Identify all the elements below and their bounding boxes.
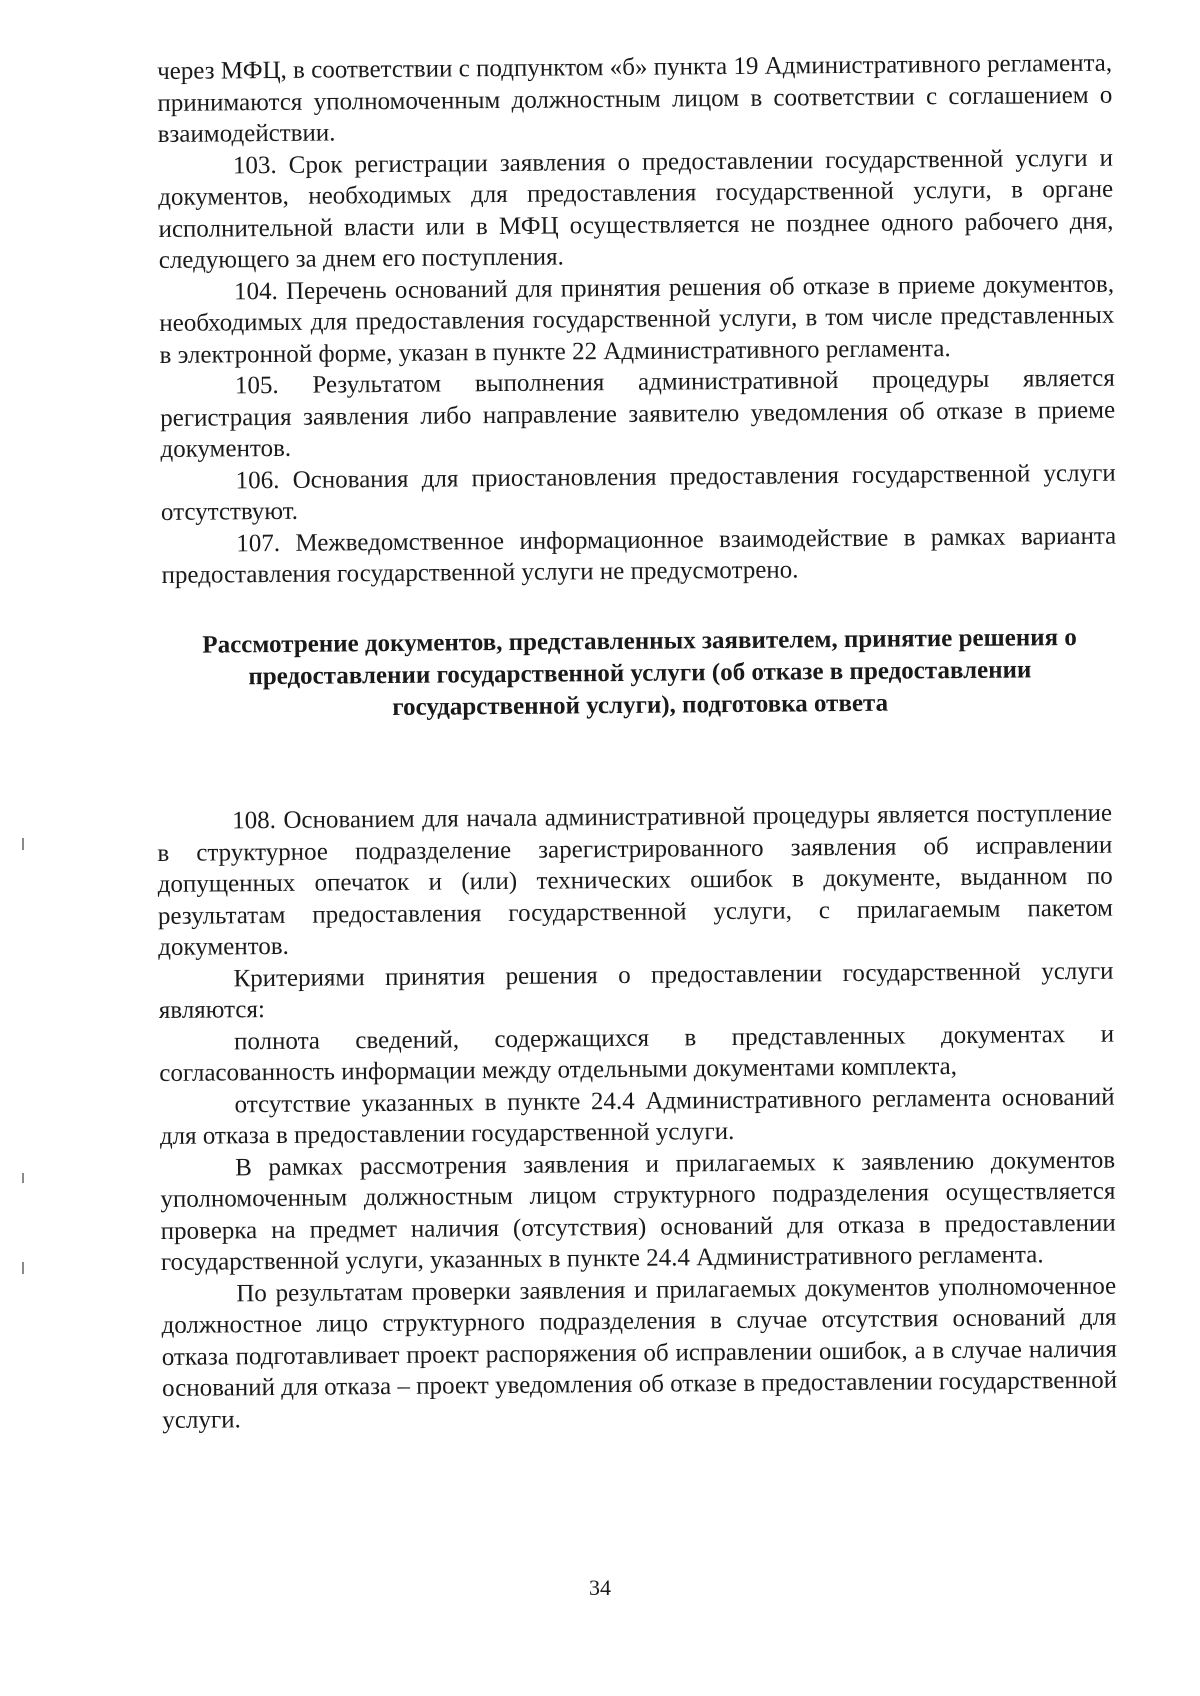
paragraph-107: 107. Межведомственное информационное взаимодействие в рамках варианта предоставления государственной услуги не предусмотрено. [161,522,1117,589]
paragraph-review: В рамках рассмотрения заявления и прилагаемых к заявлению документов уполномоченным должностным лицом структурного подразделения осуществляется проверка на предмет наличия (отсутствия) оснований для отказа в предоставлении государственной услуги, указанных в пункте 24.4 Административного регламента. [160,1146,1116,1276]
scan-margin-mark [22,1173,24,1183]
paragraph-criteria-absence: отсутствие указанных в пункте 24.4 Административного регламента оснований для отказа в предоставлении государственной услуги. [159,1083,1115,1150]
paragraph-106: 106. Основания для приостановления предоставления государственной услуги отсутствуют. [160,459,1116,526]
scan-margin-mark [22,1262,24,1274]
text-block-top [157,48,1118,772]
paragraph-103: 103. Срок регистрации заявления о предоставлении государственной услуги и документов, необходимых для предоставления государственной услуги, в органе исполнительной власти или в МФЦ осуществляется не позднее одного рабочего дня, следующего за днем его поступления. [158,144,1114,274]
paragraph-criteria-intro: Критериями принятия решения о предоставлении государственной услуги являются: [158,957,1114,1024]
page-number: 34 [589,1575,611,1600]
paragraph-105: 105. Результатом выполнения административной процедуры является регистрация заявления либо направление заявителю уведомления об отказе в приеме документов. [160,364,1116,463]
section-heading: Рассмотрение документов, представленных заявителем, принятие решения о предоставлении государственной услуги (об отказе в предоставлении государственной услуги), подготовка ответа [202,623,1077,721]
paragraph-criteria-completeness: полнота сведений, содержащихся в представленных документах и согласованность информации между отдельными документами комплекта, [159,1020,1115,1087]
paragraph-104: 104. Перечень оснований для принятия решения об отказе в приеме документов, необходимых для предоставления государственной услуги, в том числе представленных в электронной форме, указан в пункте 22 Административного регламента. [159,270,1115,369]
paragraph-results: По результатам проверки заявления и прилагаемых документов уполномоченное должностное лицо структурного подразделения в случае отсутствия оснований для отказа подготавливает проект распоряжения об исправлении ошибок, а в случае наличия оснований для отказа – проект уведомления об отказе в предоставлении государственной услуги. [161,1272,1118,1434]
text-block-bottom [157,798,1117,1436]
scan-margin-mark [22,838,24,850]
paragraph-continuation: через МФЦ, в соответствии с подпунктом «б» пункта 19 Административного регламента, принимаются уполномоченным должностным лицом в соответствии с соглашением о взаимодействии. [157,49,1113,148]
paragraph-108: 108. Основанием для начала административной процедуры является поступление в структурное подразделение зарегистрированного заявления об исправлении допущенных опечаток и (или) технических ошибок в документе, выданном по результатам предоставления государственной услуги, с прилагаемым пакетом документов. [157,799,1114,961]
